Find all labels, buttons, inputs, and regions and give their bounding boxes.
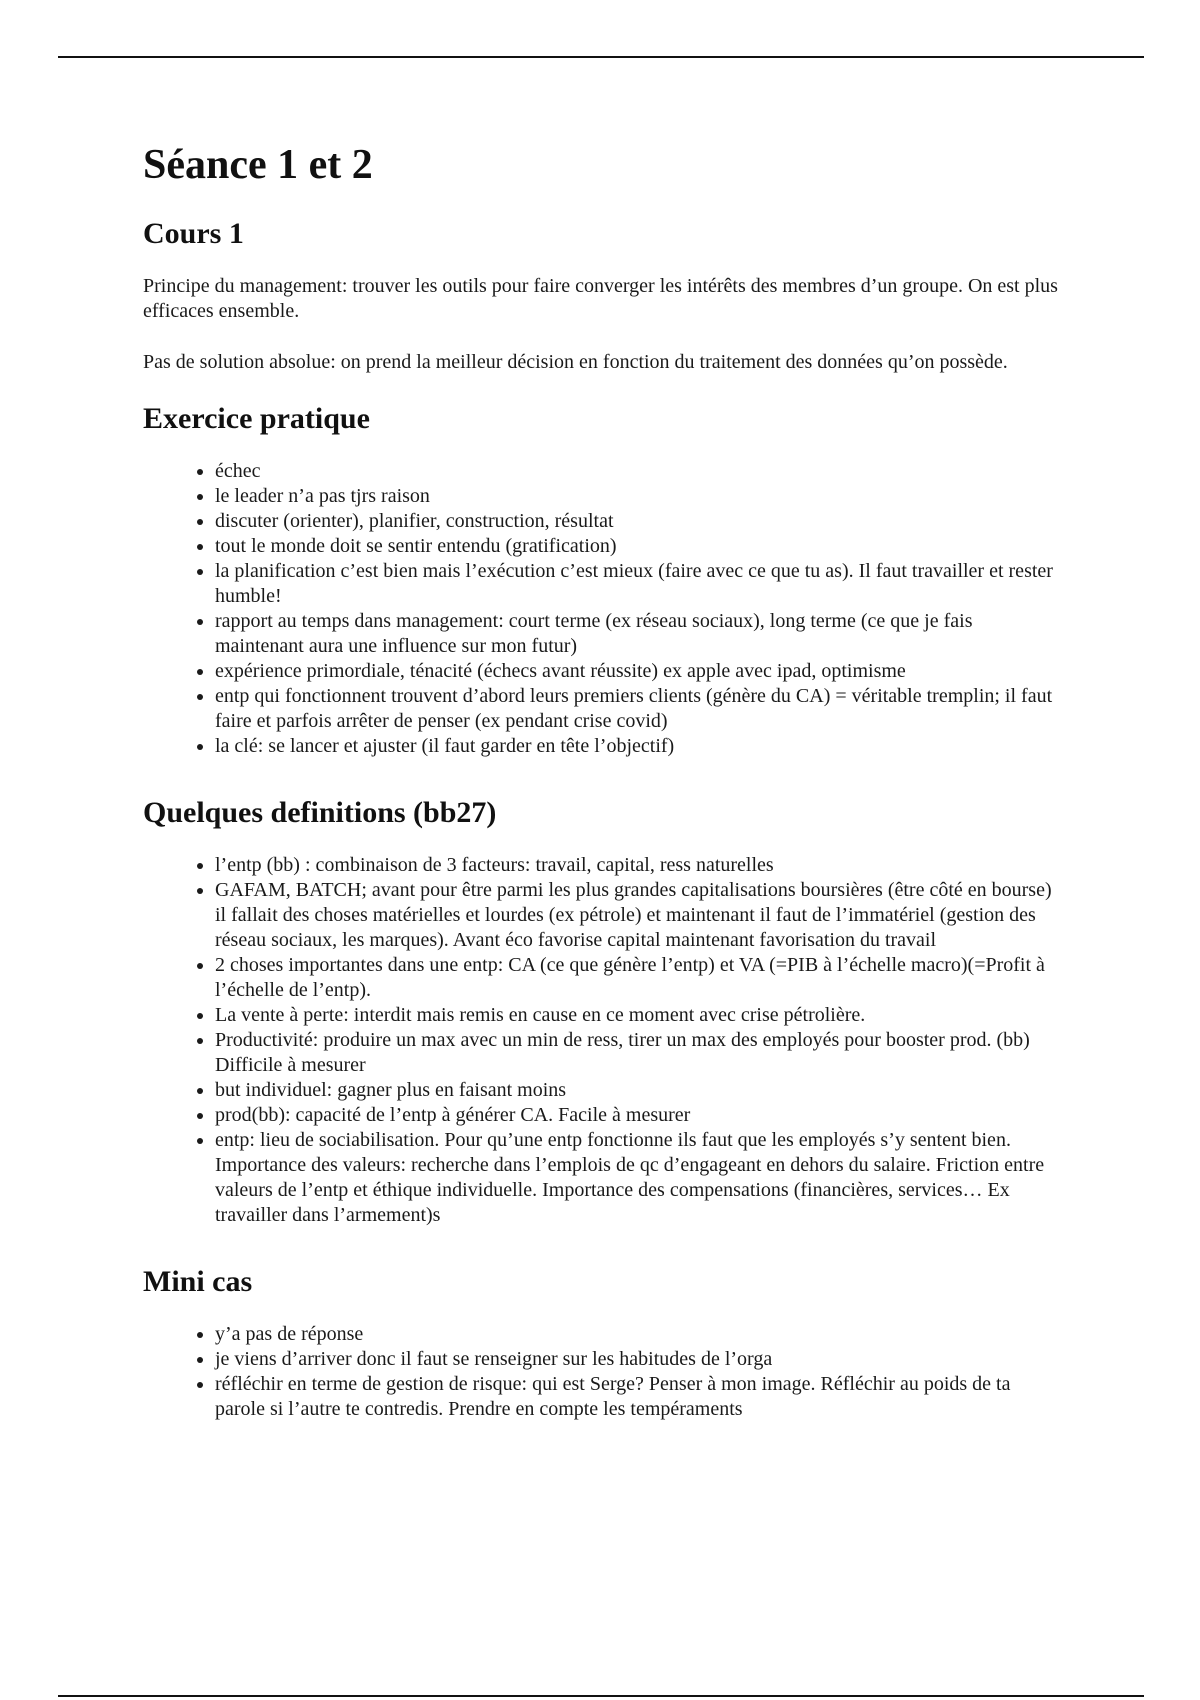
bullet-list [143, 459, 1063, 759]
list-item: • GAFAM, BATCH; avant pour être parmi les plus grandes capitalisations boursières (être côté en bourse) il fallait des choses matérielles et lourdes (ex pétrole) et maintenant il faut de l’immatériel (gestion des réseau sociaux, les marques). Avant éco favorise capital maintenant favorisation du travail [215, 878, 1063, 953]
section-heading: Mini cas [143, 1265, 253, 1299]
section-heading: Quelques definitions (bb27) [143, 796, 497, 830]
list-item: • La vente à perte: interdit mais remis en cause en ce moment avec crise pétrolière. [215, 1003, 1063, 1028]
list-item: • prod(bb): capacité de l’entp à générer CA. Facile à mesurer [215, 1103, 1063, 1128]
list-item: • l’entp (bb) : combinaison de 3 facteurs: travail, capital, ress naturelles [215, 853, 1063, 878]
list-item: • le leader n’a pas tjrs raison [215, 484, 1063, 509]
section-definitions [143, 795, 1063, 1228]
list-item: • expérience primordiale, ténacité (échecs avant réussite) ex apple avec ipad, optimisme [215, 659, 1063, 684]
section-heading: Exercice pratique [143, 402, 370, 436]
list-item: • la planification c’est bien mais l’exécution c’est mieux (faire avec ce que tu as). Il faut travailler et rester humble! [215, 559, 1063, 609]
list-item: • rapport au temps dans management: court terme (ex réseau sociaux), long terme (ce que je fais maintenant aura une influence sur mon futur) [215, 609, 1063, 659]
section-cours-1 [143, 216, 1063, 375]
list-item: • tout le monde doit se sentir entendu (gratification) [215, 534, 1063, 559]
list-item: • échec [215, 459, 1063, 484]
paragraph: Principe du management: trouver les outils pour faire converger les intérêts des membres d’un groupe. On est plus efficaces ensemble. [143, 275, 1058, 323]
list-item: • je viens d’arriver donc il faut se renseigner sur les habitudes de l’orga [215, 1347, 1063, 1372]
section-exercice-pratique [143, 401, 1063, 759]
list-item: • réfléchir en terme de gestion de risque: qui est Serge? Penser à mon image. Réfléchir au poids de ta parole si l’autre te contredis. Prendre en compte les tempéraments [215, 1372, 1063, 1422]
top-rule [58, 56, 1144, 58]
list-item: • entp: lieu de sociabilisation. Pour qu’une entp fonctionne ils faut que les employés s’y sentent bien. Importance des valeurs: recherche dans l’emplois de qc d’engageant en dehors du salaire. Friction entre valeurs de l’entp et éthique individuelle. Importance des compensations (financières, services… Ex travailler dans l’armement)s [215, 1128, 1063, 1228]
list-item: • discuter (orienter), planifier, construction, résultat [215, 509, 1063, 534]
list-item: • Productivité: produire un max avec un min de ress, tirer un max des employés pour booster prod. (bb) Difficile à mesurer [215, 1028, 1063, 1078]
bottom-rule [58, 1695, 1144, 1697]
list-item: • 2 choses importantes dans une entp: CA (ce que génère l’entp) et VA (=PIB à l’échelle macro)(=Profit à l’échelle de l’entp). [215, 953, 1063, 1003]
bullet-list [143, 853, 1063, 1228]
section-mini-cas [143, 1264, 1063, 1422]
list-item: • but individuel: gagner plus en faisant moins [215, 1078, 1063, 1103]
list-item: • entp qui fonctionnent trouvent d’abord leurs premiers clients (génère du CA) = véritable tremplin; il faut faire et parfois arrêter de penser (ex pendant crise covid) [215, 684, 1063, 734]
paragraph: Pas de solution absolue: on prend la meilleur décision en fonction du traitement des données qu’on possède. [143, 351, 1008, 374]
list-item: • la clé: se lancer et ajuster (il faut garder en tête l’objectif) [215, 734, 1063, 759]
list-item: • y’a pas de réponse [215, 1322, 1063, 1347]
section-heading: Cours 1 [143, 217, 244, 251]
page-title: Séance 1 et 2 [143, 142, 373, 188]
bullet-list [143, 1322, 1063, 1422]
document-body [143, 140, 1063, 1458]
